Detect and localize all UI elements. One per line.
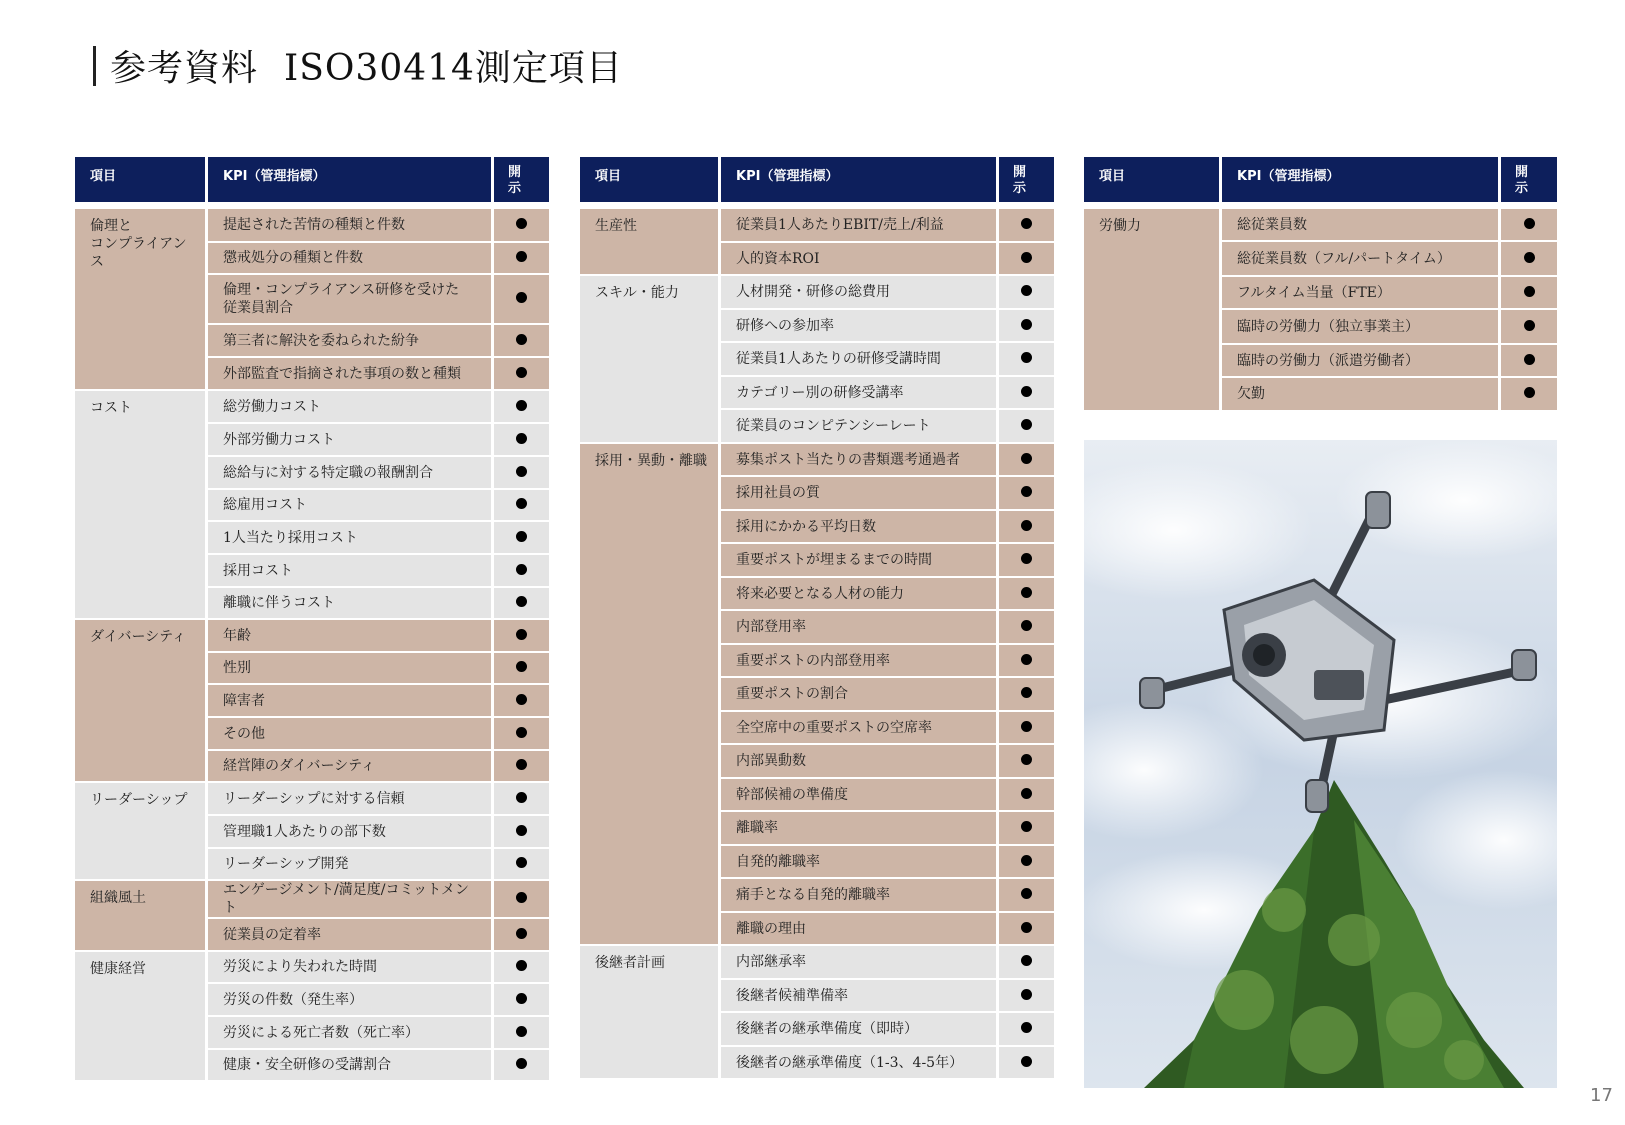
disclosure-cell xyxy=(1501,242,1557,277)
category-cell: 労働力 xyxy=(1084,209,1222,412)
disclosure-cell xyxy=(1501,277,1557,310)
disclosure-dot-icon xyxy=(516,400,527,411)
kpi-cell: リーダーシップに対する信頼 xyxy=(208,783,494,816)
table-row xyxy=(75,783,549,816)
disclosure-dot-icon xyxy=(1524,252,1535,263)
disclosure-dot-icon xyxy=(1021,888,1032,899)
kpi-cell: 臨時の労働力（独立事業主） xyxy=(1222,310,1501,345)
disclosure-cell xyxy=(999,477,1054,511)
disclosure-dot-icon xyxy=(1021,386,1032,397)
disclosure-cell xyxy=(999,779,1054,812)
disclosure-cell xyxy=(494,653,549,685)
page-number: 17 xyxy=(1590,1085,1613,1106)
category-cell: コスト xyxy=(75,391,208,620)
disclosure-dot-icon xyxy=(1021,218,1032,229)
disclosure-dot-icon xyxy=(1021,252,1032,263)
disclosure-cell xyxy=(494,1050,549,1082)
kpi-cell: 全空席中の重要ポストの空席率 xyxy=(721,712,999,745)
disclosure-dot-icon xyxy=(1021,754,1032,765)
disclosure-cell xyxy=(999,1047,1054,1080)
disclosure-cell xyxy=(494,783,549,816)
disclosure-cell xyxy=(494,1017,549,1050)
disclosure-dot-icon xyxy=(516,759,527,770)
disclosure-dot-icon xyxy=(1021,319,1032,330)
header-item: 項目 xyxy=(1084,157,1222,202)
disclosure-dot-icon xyxy=(516,792,527,803)
disclosure-cell xyxy=(999,578,1054,611)
disclosure-dot-icon xyxy=(516,727,527,738)
disclosure-cell xyxy=(494,816,549,849)
kpi-cell: 従業員1人あたりEBIT/売上/利益 xyxy=(721,209,999,243)
kpi-cell: 総労働力コスト xyxy=(208,391,494,424)
disclosure-dot-icon xyxy=(516,694,527,705)
disclosure-cell xyxy=(999,310,1054,343)
disclosure-cell xyxy=(494,718,549,751)
disclosure-cell xyxy=(999,276,1054,310)
category-cell: 後継者計画 xyxy=(580,946,721,1080)
category-cell: 採用・異動・離職 xyxy=(580,444,721,946)
disclosure-cell xyxy=(494,490,549,522)
disclosure-dot-icon xyxy=(516,960,527,971)
disclosure-dot-icon xyxy=(516,498,527,509)
disclosure-dot-icon xyxy=(516,928,527,939)
kpi-cell: 従業員の定着率 xyxy=(208,919,494,952)
disclosure-cell xyxy=(1501,310,1557,345)
disclosure-dot-icon xyxy=(1021,620,1032,631)
kpi-cell: エンゲージメント/満足度/コミットメント xyxy=(208,881,494,919)
kpi-cell: 人材開発・研修の総費用 xyxy=(721,276,999,310)
disclosure-cell xyxy=(494,243,549,275)
disclosure-dot-icon xyxy=(1021,285,1032,296)
disclosure-cell xyxy=(999,980,1054,1013)
kpi-table-left xyxy=(75,157,549,1082)
disclosure-cell xyxy=(999,879,1054,913)
kpi-table-middle xyxy=(580,157,1054,1080)
kpi-cell: 労災による死亡者数（死亡率） xyxy=(208,1017,494,1050)
kpi-cell: 採用にかかる平均日数 xyxy=(721,511,999,544)
disclosure-dot-icon xyxy=(1021,486,1032,497)
drone-photo xyxy=(1084,440,1557,1088)
title-sub: ISO30414測定項目 xyxy=(284,48,623,89)
kpi-cell: カテゴリー別の研修受講率 xyxy=(721,377,999,410)
kpi-cell: 従業員1人あたりの研修受講時間 xyxy=(721,343,999,377)
disclosure-dot-icon xyxy=(1021,821,1032,832)
disclosure-cell xyxy=(999,712,1054,745)
kpi-cell: 内部継承率 xyxy=(721,946,999,980)
disclosure-cell xyxy=(999,410,1054,444)
kpi-cell: 経営陣のダイバーシティ xyxy=(208,751,494,783)
disclosure-cell xyxy=(999,812,1054,846)
disclosure-cell xyxy=(1501,209,1557,242)
table-row xyxy=(580,209,1054,243)
disclosure-dot-icon xyxy=(516,1058,527,1069)
disclosure-cell xyxy=(494,457,549,490)
kpi-cell: 懲戒処分の種類と件数 xyxy=(208,243,494,275)
disclosure-dot-icon xyxy=(516,433,527,444)
disclosure-cell xyxy=(1501,378,1557,412)
disclosure-dot-icon xyxy=(516,367,527,378)
kpi-cell: 総給与に対する特定職の報酬割合 xyxy=(208,457,494,490)
kpi-cell: 将来必要となる人材の能力 xyxy=(721,578,999,611)
category-cell: 組織風土 xyxy=(75,881,208,952)
kpi-cell: 管理職1人あたりの部下数 xyxy=(208,816,494,849)
kpi-cell: 総雇用コスト xyxy=(208,490,494,522)
header-kpi: KPI（管理指標） xyxy=(208,157,494,202)
disclosure-dot-icon xyxy=(516,993,527,1004)
kpi-table-right xyxy=(1084,157,1557,412)
kpi-cell: 内部異動数 xyxy=(721,745,999,779)
header-disclosure: 開 示 xyxy=(999,157,1054,202)
kpi-cell: 第三者に解決を委ねられた紛争 xyxy=(208,325,494,358)
kpi-cell: 幹部候補の準備度 xyxy=(721,779,999,812)
category-cell: スキル・能力 xyxy=(580,276,721,444)
disclosure-cell xyxy=(999,611,1054,645)
table-row xyxy=(580,276,1054,310)
disclosure-cell xyxy=(494,984,549,1017)
disclosure-cell xyxy=(999,678,1054,712)
disclosure-cell xyxy=(494,522,549,555)
header-disclosure: 開 示 xyxy=(494,157,549,202)
table-row xyxy=(75,620,549,653)
kpi-cell: 労災により失われた時間 xyxy=(208,952,494,984)
disclosure-dot-icon xyxy=(1021,419,1032,430)
disclosure-cell xyxy=(494,588,549,620)
disclosure-cell xyxy=(494,325,549,358)
kpi-cell: 採用コスト xyxy=(208,555,494,588)
title-accent-bar xyxy=(93,46,96,86)
disclosure-dot-icon xyxy=(1021,721,1032,732)
disclosure-cell xyxy=(494,555,549,588)
category-cell: ダイバーシティ xyxy=(75,620,208,783)
kpi-cell: 1人当たり採用コスト xyxy=(208,522,494,555)
disclosure-cell xyxy=(999,209,1054,243)
disclosure-dot-icon xyxy=(1021,922,1032,933)
disclosure-cell xyxy=(494,685,549,718)
kpi-cell: リーダーシップ開発 xyxy=(208,849,494,881)
kpi-cell: 重要ポストの内部登用率 xyxy=(721,645,999,678)
kpi-cell: 重要ポストが埋まるまでの時間 xyxy=(721,544,999,578)
header-item: 項目 xyxy=(580,157,721,202)
disclosure-dot-icon xyxy=(516,892,527,903)
disclosure-dot-icon xyxy=(1524,320,1535,331)
disclosure-cell xyxy=(999,846,1054,879)
kpi-cell: 外部労働力コスト xyxy=(208,424,494,457)
header-kpi: KPI（管理指標） xyxy=(1222,157,1501,202)
table-row xyxy=(580,444,1054,477)
disclosure-dot-icon xyxy=(1524,286,1535,297)
kpi-cell: 臨時の労働力（派遣労働者） xyxy=(1222,345,1501,378)
disclosure-cell xyxy=(999,745,1054,779)
kpi-cell: 従業員のコンピテンシーレート xyxy=(721,410,999,444)
category-cell: 倫理と コンプライアンス xyxy=(75,209,208,391)
disclosure-cell xyxy=(999,645,1054,678)
disclosure-dot-icon xyxy=(516,466,527,477)
disclosure-dot-icon xyxy=(516,334,527,345)
kpi-cell: 痛手となる自発的離職率 xyxy=(721,879,999,913)
disclosure-dot-icon xyxy=(1021,989,1032,1000)
kpi-cell: 性別 xyxy=(208,653,494,685)
header-disclosure: 開 示 xyxy=(1501,157,1557,202)
disclosure-cell xyxy=(494,751,549,783)
category-cell: 健康経営 xyxy=(75,952,208,1082)
disclosure-dot-icon xyxy=(1021,553,1032,564)
header-kpi: KPI（管理指標） xyxy=(721,157,999,202)
disclosure-dot-icon xyxy=(516,564,527,575)
disclosure-dot-icon xyxy=(1021,520,1032,531)
disclosure-cell xyxy=(999,343,1054,377)
disclosure-cell xyxy=(999,913,1054,946)
disclosure-dot-icon xyxy=(1021,1056,1032,1067)
disclosure-dot-icon xyxy=(516,218,527,229)
disclosure-cell xyxy=(999,1013,1054,1047)
disclosure-dot-icon xyxy=(516,629,527,640)
disclosure-dot-icon xyxy=(516,292,527,303)
disclosure-dot-icon xyxy=(516,857,527,868)
kpi-cell: 離職の理由 xyxy=(721,913,999,946)
disclosure-dot-icon xyxy=(516,251,527,262)
disclosure-cell xyxy=(999,444,1054,477)
disclosure-dot-icon xyxy=(1524,354,1535,365)
kpi-cell: 人的資本ROI xyxy=(721,243,999,276)
disclosure-dot-icon xyxy=(516,596,527,607)
kpi-cell: 総従業員数（フル/パートタイム） xyxy=(1222,242,1501,277)
disclosure-cell xyxy=(999,946,1054,980)
disclosure-dot-icon xyxy=(1524,218,1535,229)
disclosure-cell xyxy=(999,377,1054,410)
disclosure-cell xyxy=(494,391,549,424)
kpi-cell: 外部監査で指摘された事項の数と種類 xyxy=(208,358,494,391)
kpi-cell: 総従業員数 xyxy=(1222,209,1501,242)
disclosure-dot-icon xyxy=(516,1026,527,1037)
disclosure-cell xyxy=(494,849,549,881)
kpi-cell: 欠勤 xyxy=(1222,378,1501,412)
disclosure-dot-icon xyxy=(1021,955,1032,966)
table-row xyxy=(75,952,549,984)
kpi-cell: その他 xyxy=(208,718,494,751)
kpi-cell: 年齢 xyxy=(208,620,494,653)
header-item: 項目 xyxy=(75,157,208,202)
kpi-cell: 募集ポスト当たりの書類選考通過者 xyxy=(721,444,999,477)
kpi-cell: 提起された苦情の種類と件数 xyxy=(208,209,494,243)
disclosure-cell xyxy=(494,275,549,325)
kpi-cell: 離職率 xyxy=(721,812,999,846)
disclosure-dot-icon xyxy=(516,825,527,836)
disclosure-cell xyxy=(494,881,549,919)
disclosure-dot-icon xyxy=(516,661,527,672)
disclosure-dot-icon xyxy=(1021,687,1032,698)
kpi-cell: 重要ポストの割合 xyxy=(721,678,999,712)
category-cell: リーダーシップ xyxy=(75,783,208,881)
disclosure-cell xyxy=(999,511,1054,544)
disclosure-dot-icon xyxy=(1021,352,1032,363)
kpi-cell: 内部登用率 xyxy=(721,611,999,645)
kpi-cell: 離職に伴うコスト xyxy=(208,588,494,620)
kpi-cell: 後継者候補準備率 xyxy=(721,980,999,1013)
kpi-cell: 健康・安全研修の受講割合 xyxy=(208,1050,494,1082)
table-row xyxy=(75,209,549,243)
disclosure-dot-icon xyxy=(1524,387,1535,398)
kpi-cell: 採用社員の質 xyxy=(721,477,999,511)
disclosure-dot-icon xyxy=(1021,1022,1032,1033)
disclosure-cell xyxy=(494,919,549,952)
disclosure-cell xyxy=(494,620,549,653)
kpi-cell: 研修への参加率 xyxy=(721,310,999,343)
disclosure-dot-icon xyxy=(1021,453,1032,464)
page-title xyxy=(110,40,623,91)
kpi-cell: 自発的離職率 xyxy=(721,846,999,879)
table-row xyxy=(580,946,1054,980)
disclosure-cell xyxy=(1501,345,1557,378)
disclosure-cell xyxy=(494,358,549,391)
disclosure-dot-icon xyxy=(1021,654,1032,665)
disclosure-dot-icon xyxy=(1021,855,1032,866)
kpi-cell: 労災の件数（発生率） xyxy=(208,984,494,1017)
kpi-cell: 後継者の継承準備度（即時） xyxy=(721,1013,999,1047)
category-cell: 生産性 xyxy=(580,209,721,276)
disclosure-cell xyxy=(999,243,1054,276)
disclosure-dot-icon xyxy=(516,531,527,542)
table-row xyxy=(1084,209,1557,242)
table-row xyxy=(75,391,549,424)
disclosure-dot-icon xyxy=(1021,587,1032,598)
disclosure-cell xyxy=(494,424,549,457)
disclosure-cell xyxy=(494,952,549,984)
kpi-cell: 後継者の継承準備度（1-3、4-5年） xyxy=(721,1047,999,1080)
disclosure-cell xyxy=(999,544,1054,578)
kpi-cell: フルタイム当量（FTE） xyxy=(1222,277,1501,310)
kpi-cell: 障害者 xyxy=(208,685,494,718)
kpi-cell: 倫理・コンプライアンス研修を受けた 従業員割合 xyxy=(208,275,494,325)
title-main: 参考資料 xyxy=(110,48,259,89)
disclosure-cell xyxy=(494,209,549,243)
table-row xyxy=(75,881,549,919)
disclosure-dot-icon xyxy=(1021,788,1032,799)
